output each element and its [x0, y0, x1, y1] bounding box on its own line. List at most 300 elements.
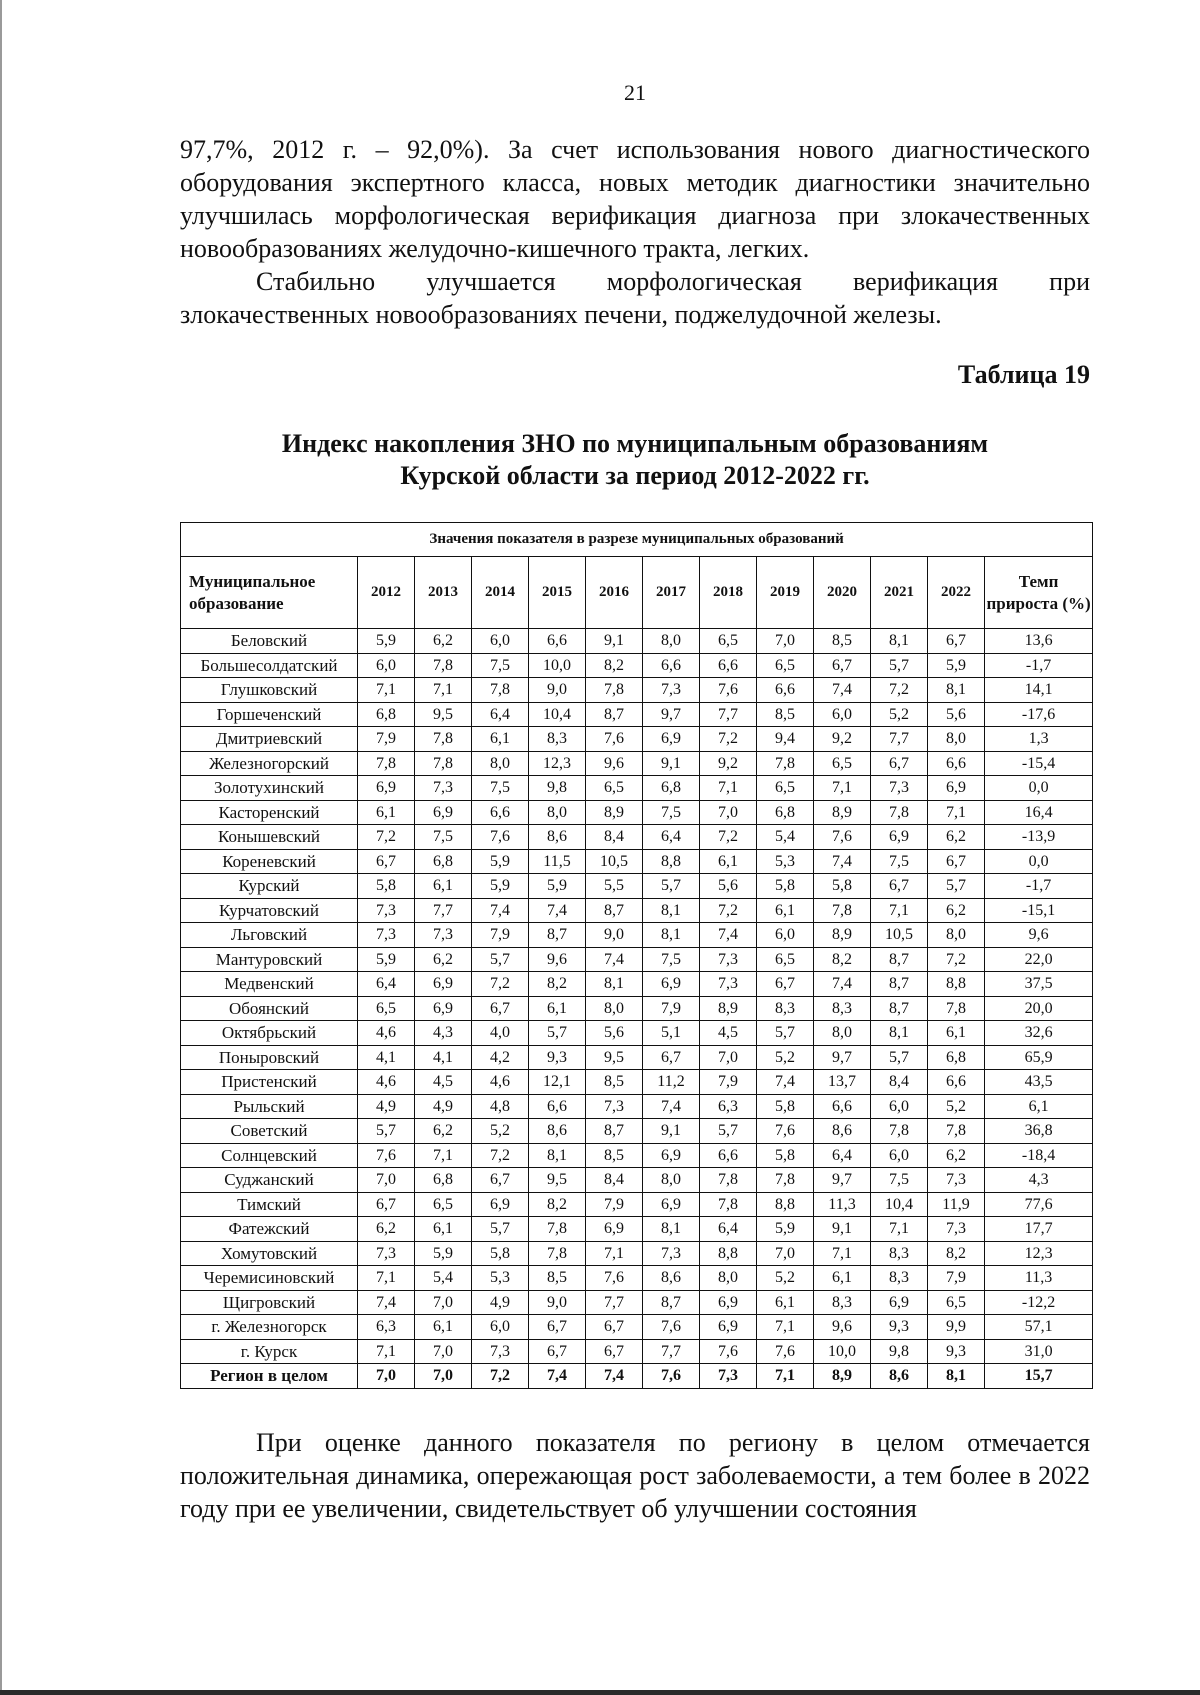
index-value: 5,2 — [871, 702, 928, 727]
index-value: 7,3 — [586, 1094, 643, 1119]
index-value: 10,4 — [529, 702, 586, 727]
header-year: 2014 — [472, 557, 529, 629]
index-value: 6,1 — [358, 800, 415, 825]
index-value: 6,7 — [586, 1339, 643, 1364]
index-value: 4,9 — [358, 1094, 415, 1119]
index-value: 6,6 — [814, 1094, 871, 1119]
index-value: 6,8 — [358, 702, 415, 727]
index-value: 8,4 — [586, 1168, 643, 1193]
index-value: 6,6 — [529, 1094, 586, 1119]
index-value: 7,1 — [814, 1241, 871, 1266]
index-value: 8,1 — [643, 923, 700, 948]
index-value: 7,1 — [757, 1315, 814, 1340]
index-value: 6,1 — [415, 1217, 472, 1242]
index-value: 6,3 — [700, 1094, 757, 1119]
index-value: 7,8 — [871, 1119, 928, 1144]
index-value: 7,6 — [814, 825, 871, 850]
index-value: 5,5 — [586, 874, 643, 899]
table-row — [181, 629, 1093, 654]
header-year: 2017 — [643, 557, 700, 629]
index-value: 7,3 — [700, 972, 757, 997]
index-value: 6,6 — [757, 678, 814, 703]
index-value: 7,6 — [586, 727, 643, 752]
index-value: 7,0 — [757, 1241, 814, 1266]
index-value: 7,3 — [358, 1241, 415, 1266]
index-value: 8,1 — [643, 1217, 700, 1242]
index-value: 6,5 — [586, 776, 643, 801]
index-value: 7,9 — [586, 1192, 643, 1217]
index-value: 4,2 — [472, 1045, 529, 1070]
closing-paragraph: При оценке данного показателя по региону в целом отмечается положительная динамика, опережающая рост заболеваемости, а тем более в 2022 году при ее увеличении, свидетельствует об улучшении состояния — [180, 1428, 1090, 1523]
index-value: 7,0 — [700, 1045, 757, 1070]
index-value: 5,7 — [928, 874, 985, 899]
index-value: 5,8 — [757, 874, 814, 899]
index-value: 9,1 — [643, 751, 700, 776]
index-value: 7,3 — [415, 923, 472, 948]
index-value: 6,4 — [643, 825, 700, 850]
table-header-row — [181, 557, 1093, 629]
index-value: 9,2 — [814, 727, 871, 752]
table-total-row — [181, 1364, 1093, 1389]
index-value: 11,3 — [814, 1192, 871, 1217]
index-value: 6,1 — [415, 1315, 472, 1340]
header-municipality: Муниципальное образование — [181, 557, 358, 629]
table-row — [181, 972, 1093, 997]
index-value: 6,0 — [871, 1094, 928, 1119]
index-value: 9,6 — [586, 751, 643, 776]
index-value: 7,2 — [472, 1143, 529, 1168]
growth-value: 36,8 — [985, 1119, 1093, 1144]
index-value: 9,9 — [928, 1315, 985, 1340]
index-value: 6,9 — [643, 727, 700, 752]
index-value: 8,0 — [928, 727, 985, 752]
index-value: 8,8 — [643, 849, 700, 874]
index-value: 8,9 — [700, 996, 757, 1021]
table-row — [181, 751, 1093, 776]
table-row — [181, 898, 1093, 923]
scan-bottom-edge — [0, 1690, 1200, 1695]
index-value: 8,0 — [928, 923, 985, 948]
growth-value: -12,2 — [985, 1290, 1093, 1315]
index-value: 6,5 — [358, 996, 415, 1021]
index-value: 7,2 — [928, 947, 985, 972]
index-value: 9,6 — [529, 947, 586, 972]
index-value: 5,9 — [358, 629, 415, 654]
index-value: 9,6 — [814, 1315, 871, 1340]
table-row — [181, 727, 1093, 752]
index-value: 7,4 — [700, 923, 757, 948]
index-value: 8,7 — [586, 1119, 643, 1144]
index-value: 8,3 — [871, 1266, 928, 1291]
index-value: 8,3 — [814, 1290, 871, 1315]
index-value: 7,8 — [415, 653, 472, 678]
index-value: 7,0 — [415, 1364, 472, 1389]
table-row — [181, 1070, 1093, 1095]
growth-value: -1,7 — [985, 874, 1093, 899]
index-value: 6,7 — [643, 1045, 700, 1070]
table-row — [181, 800, 1093, 825]
index-value: 7,6 — [643, 1315, 700, 1340]
table-title-line-2: Курской области за период 2012-2022 гг. — [400, 461, 870, 490]
table-row — [181, 923, 1093, 948]
index-value: 7,8 — [928, 996, 985, 1021]
table-row — [181, 1143, 1093, 1168]
index-value: 7,8 — [358, 751, 415, 776]
growth-value: 32,6 — [985, 1021, 1093, 1046]
index-value: 11,5 — [529, 849, 586, 874]
index-value: 7,0 — [757, 629, 814, 654]
municipality-name: Курчатовский — [181, 898, 358, 923]
header-year: 2020 — [814, 557, 871, 629]
index-value: 11,9 — [928, 1192, 985, 1217]
intro-paragraph — [180, 133, 1090, 331]
index-value: 4,1 — [415, 1045, 472, 1070]
growth-value: 43,5 — [985, 1070, 1093, 1095]
index-value: 7,8 — [928, 1119, 985, 1144]
index-value: 6,2 — [415, 629, 472, 654]
growth-value: -18,4 — [985, 1143, 1093, 1168]
table-title-line-1: Индекс накопления ЗНО по муниципальным образованиям — [281, 429, 989, 458]
header-year: 2015 — [529, 557, 586, 629]
index-value: 9,3 — [871, 1315, 928, 1340]
table-title — [180, 428, 1090, 492]
index-value: 8,7 — [529, 923, 586, 948]
intro-paragraph-part-2: Стабильно улучшается морфологическая верификация при злокачественных новообразованиях печени, поджелудочной железы. — [180, 267, 1090, 329]
index-value: 6,4 — [358, 972, 415, 997]
index-value: 6,4 — [700, 1217, 757, 1242]
index-value: 6,8 — [643, 776, 700, 801]
index-value: 9,1 — [814, 1217, 871, 1242]
index-value: 6,5 — [415, 1192, 472, 1217]
growth-value: 16,4 — [985, 800, 1093, 825]
index-value: 5,4 — [757, 825, 814, 850]
index-value: 4,3 — [415, 1021, 472, 1046]
index-value: 4,0 — [472, 1021, 529, 1046]
index-value: 8,4 — [871, 1070, 928, 1095]
table-banner: Значения показателя в разрезе муниципальных образований — [181, 523, 1093, 557]
index-value: 5,8 — [472, 1241, 529, 1266]
index-value: 7,3 — [700, 947, 757, 972]
index-value: 7,1 — [871, 1217, 928, 1242]
index-value: 6,7 — [472, 1168, 529, 1193]
index-value: 7,1 — [358, 678, 415, 703]
index-value: 8,0 — [643, 629, 700, 654]
municipality-name: Тимский — [181, 1192, 358, 1217]
growth-value: 11,3 — [985, 1266, 1093, 1291]
index-value: 5,9 — [529, 874, 586, 899]
index-value: 7,4 — [757, 1070, 814, 1095]
index-value: 7,4 — [586, 1364, 643, 1389]
index-value: 7,8 — [871, 800, 928, 825]
index-value: 6,7 — [928, 629, 985, 654]
index-value: 8,0 — [529, 800, 586, 825]
table-row — [181, 1266, 1093, 1291]
index-value: 6,2 — [415, 947, 472, 972]
index-value: 7,8 — [529, 1217, 586, 1242]
index-value: 6,0 — [358, 653, 415, 678]
index-value: 6,1 — [472, 727, 529, 752]
index-value: 7,8 — [700, 1168, 757, 1193]
index-value: 9,7 — [814, 1168, 871, 1193]
index-value: 7,9 — [700, 1070, 757, 1095]
index-value: 5,2 — [472, 1119, 529, 1144]
table-row — [181, 1021, 1093, 1046]
index-value: 7,8 — [415, 751, 472, 776]
index-value: 5,9 — [472, 874, 529, 899]
index-value: 4,9 — [472, 1290, 529, 1315]
index-value: 5,3 — [472, 1266, 529, 1291]
index-value: 6,7 — [871, 874, 928, 899]
index-value: 8,8 — [757, 1192, 814, 1217]
index-value: 7,8 — [529, 1241, 586, 1266]
index-value: 7,4 — [814, 849, 871, 874]
growth-value: -13,9 — [985, 825, 1093, 850]
index-value: 7,3 — [472, 1339, 529, 1364]
index-value: 6,7 — [358, 849, 415, 874]
index-value: 6,1 — [757, 898, 814, 923]
index-value: 7,3 — [871, 776, 928, 801]
index-value: 6,1 — [814, 1266, 871, 1291]
index-value: 5,7 — [643, 874, 700, 899]
index-value: 9,8 — [871, 1339, 928, 1364]
index-value: 6,2 — [415, 1119, 472, 1144]
growth-value: 6,1 — [985, 1094, 1093, 1119]
municipality-name: Железногорский — [181, 751, 358, 776]
index-value: 8,7 — [586, 898, 643, 923]
index-value: 12,3 — [529, 751, 586, 776]
index-value: 6,9 — [643, 1143, 700, 1168]
municipality-name: Пристенский — [181, 1070, 358, 1095]
index-value: 7,5 — [472, 776, 529, 801]
index-value: 9,5 — [586, 1045, 643, 1070]
index-value: 6,9 — [415, 996, 472, 1021]
index-value: 8,0 — [586, 996, 643, 1021]
index-value: 9,1 — [643, 1119, 700, 1144]
municipality-name: Мантуровский — [181, 947, 358, 972]
municipality-name: Поныровский — [181, 1045, 358, 1070]
index-value: 7,2 — [472, 972, 529, 997]
municipality-name: Курский — [181, 874, 358, 899]
index-value: 9,8 — [529, 776, 586, 801]
index-value: 7,8 — [472, 678, 529, 703]
page-number: 21 — [624, 80, 646, 105]
index-value: 6,1 — [529, 996, 586, 1021]
index-value: 7,4 — [529, 898, 586, 923]
index-value: 5,9 — [928, 653, 985, 678]
index-value: 7,6 — [700, 1339, 757, 1364]
index-value: 8,6 — [871, 1364, 928, 1389]
index-value: 8,3 — [529, 727, 586, 752]
index-value: 6,0 — [757, 923, 814, 948]
municipality-name: Конышевский — [181, 825, 358, 850]
index-value: 7,7 — [700, 702, 757, 727]
municipality-name: Фатежский — [181, 1217, 358, 1242]
index-value: 6,1 — [928, 1021, 985, 1046]
growth-value: 22,0 — [985, 947, 1093, 972]
growth-value: 12,3 — [985, 1241, 1093, 1266]
index-value: 8,2 — [529, 972, 586, 997]
index-value: 7,1 — [415, 1143, 472, 1168]
table-row — [181, 1119, 1093, 1144]
index-value: 8,2 — [814, 947, 871, 972]
municipality-name: Горшеченский — [181, 702, 358, 727]
index-value: 5,9 — [415, 1241, 472, 1266]
municipality-name: Обоянский — [181, 996, 358, 1021]
growth-value: 15,7 — [985, 1364, 1093, 1389]
accumulation-index-table — [180, 522, 1093, 1389]
index-value: 6,5 — [757, 947, 814, 972]
table-body — [181, 629, 1093, 1389]
index-value: 6,9 — [586, 1217, 643, 1242]
municipality-name: Солнцевский — [181, 1143, 358, 1168]
index-value: 6,7 — [928, 849, 985, 874]
index-value: 6,6 — [700, 1143, 757, 1168]
table-row — [181, 1339, 1093, 1364]
header-year: 2012 — [358, 557, 415, 629]
header-year: 2016 — [586, 557, 643, 629]
index-value: 5,6 — [700, 874, 757, 899]
index-value: 6,6 — [928, 751, 985, 776]
index-value: 4,5 — [700, 1021, 757, 1046]
index-value: 7,4 — [529, 1364, 586, 1389]
index-value: 8,1 — [586, 972, 643, 997]
index-value: 8,9 — [586, 800, 643, 825]
index-value: 5,2 — [757, 1266, 814, 1291]
index-value: 9,5 — [415, 702, 472, 727]
index-value: 7,3 — [643, 678, 700, 703]
municipality-name: Рыльский — [181, 1094, 358, 1119]
growth-value: 31,0 — [985, 1339, 1093, 1364]
index-value: 7,9 — [928, 1266, 985, 1291]
municipality-name: г. Курск — [181, 1339, 358, 1364]
index-value: 7,3 — [643, 1241, 700, 1266]
table-row — [181, 1192, 1093, 1217]
index-value: 7,7 — [643, 1339, 700, 1364]
index-value: 6,9 — [643, 972, 700, 997]
growth-value: 9,6 — [985, 923, 1093, 948]
index-value: 4,6 — [358, 1070, 415, 1095]
table-row — [181, 1094, 1093, 1119]
index-value: 7,7 — [586, 1290, 643, 1315]
index-value: 5,8 — [358, 874, 415, 899]
table-row — [181, 1045, 1093, 1070]
index-value: 7,3 — [928, 1217, 985, 1242]
index-value: 7,7 — [871, 727, 928, 752]
index-value: 8,6 — [643, 1266, 700, 1291]
index-value: 6,9 — [700, 1315, 757, 1340]
index-value: 6,5 — [700, 629, 757, 654]
index-value: 7,6 — [358, 1143, 415, 1168]
index-value: 5,7 — [871, 653, 928, 678]
index-value: 5,6 — [586, 1021, 643, 1046]
index-value: 7,4 — [814, 678, 871, 703]
index-value: 7,2 — [871, 678, 928, 703]
index-value: 7,0 — [700, 800, 757, 825]
index-value: 8,7 — [586, 702, 643, 727]
table-row — [181, 678, 1093, 703]
index-value: 8,0 — [700, 1266, 757, 1291]
table-banner-row — [181, 523, 1093, 557]
municipality-name: Регион в целом — [181, 1364, 358, 1389]
municipality-name: Октябрьский — [181, 1021, 358, 1046]
index-value: 6,8 — [928, 1045, 985, 1070]
header-year: 2018 — [700, 557, 757, 629]
index-value: 7,3 — [415, 776, 472, 801]
index-value: 4,5 — [415, 1070, 472, 1095]
index-value: 6,5 — [757, 776, 814, 801]
index-value: 8,8 — [700, 1241, 757, 1266]
index-value: 9,7 — [643, 702, 700, 727]
index-value: 10,5 — [586, 849, 643, 874]
index-value: 12,1 — [529, 1070, 586, 1095]
index-value: 6,6 — [700, 653, 757, 678]
index-value: 6,8 — [757, 800, 814, 825]
growth-value: 0,0 — [985, 776, 1093, 801]
index-value: 4,6 — [358, 1021, 415, 1046]
index-value: 8,3 — [757, 996, 814, 1021]
index-value: 7,0 — [415, 1339, 472, 1364]
index-value: 6,8 — [415, 1168, 472, 1193]
index-value: 8,4 — [586, 825, 643, 850]
index-value: 7,1 — [928, 800, 985, 825]
index-value: 6,2 — [928, 898, 985, 923]
table-row — [181, 947, 1093, 972]
table-row — [181, 653, 1093, 678]
growth-value: -15,4 — [985, 751, 1093, 776]
growth-value: 20,0 — [985, 996, 1093, 1021]
growth-value: -17,6 — [985, 702, 1093, 727]
index-value: 6,7 — [586, 1315, 643, 1340]
index-value: 10,4 — [871, 1192, 928, 1217]
index-value: 11,2 — [643, 1070, 700, 1095]
index-value: 6,0 — [472, 1315, 529, 1340]
intro-paragraph-part-1: 97,7%, 2012 г. – 92,0%). За счет использования нового диагностического оборудования экспертного класса, новых методик диагностики значительно улучшилась морфологическая верификация диагноза при злокачественных новообразованиях желудочно-кишечного тракта, легких. — [180, 135, 1090, 263]
index-value: 7,3 — [928, 1168, 985, 1193]
index-value: 7,1 — [586, 1241, 643, 1266]
index-value: 6,3 — [358, 1315, 415, 1340]
index-value: 5,1 — [643, 1021, 700, 1046]
index-value: 8,8 — [928, 972, 985, 997]
header-year: 2019 — [757, 557, 814, 629]
index-value: 8,7 — [871, 996, 928, 1021]
index-value: 6,7 — [529, 1315, 586, 1340]
index-value: 6,9 — [415, 800, 472, 825]
index-value: 6,6 — [928, 1070, 985, 1095]
table-label: Таблица 19 — [957, 360, 1090, 389]
index-value: 5,8 — [757, 1143, 814, 1168]
index-value: 7,1 — [700, 776, 757, 801]
index-value: 4,8 — [472, 1094, 529, 1119]
index-value: 8,5 — [586, 1143, 643, 1168]
index-value: 6,9 — [928, 776, 985, 801]
index-value: 5,7 — [757, 1021, 814, 1046]
index-value: 5,7 — [472, 1217, 529, 1242]
index-value: 7,0 — [415, 1290, 472, 1315]
table-row — [181, 996, 1093, 1021]
index-value: 7,4 — [643, 1094, 700, 1119]
index-value: 8,7 — [643, 1290, 700, 1315]
index-value: 6,9 — [643, 1192, 700, 1217]
municipality-name: Золотухинский — [181, 776, 358, 801]
index-value: 6,6 — [529, 629, 586, 654]
index-value: 7,6 — [472, 825, 529, 850]
index-value: 7,5 — [415, 825, 472, 850]
index-value: 9,0 — [529, 678, 586, 703]
index-value: 7,8 — [757, 751, 814, 776]
index-value: 8,0 — [643, 1168, 700, 1193]
index-value: 7,8 — [700, 1192, 757, 1217]
index-value: 8,3 — [814, 996, 871, 1021]
